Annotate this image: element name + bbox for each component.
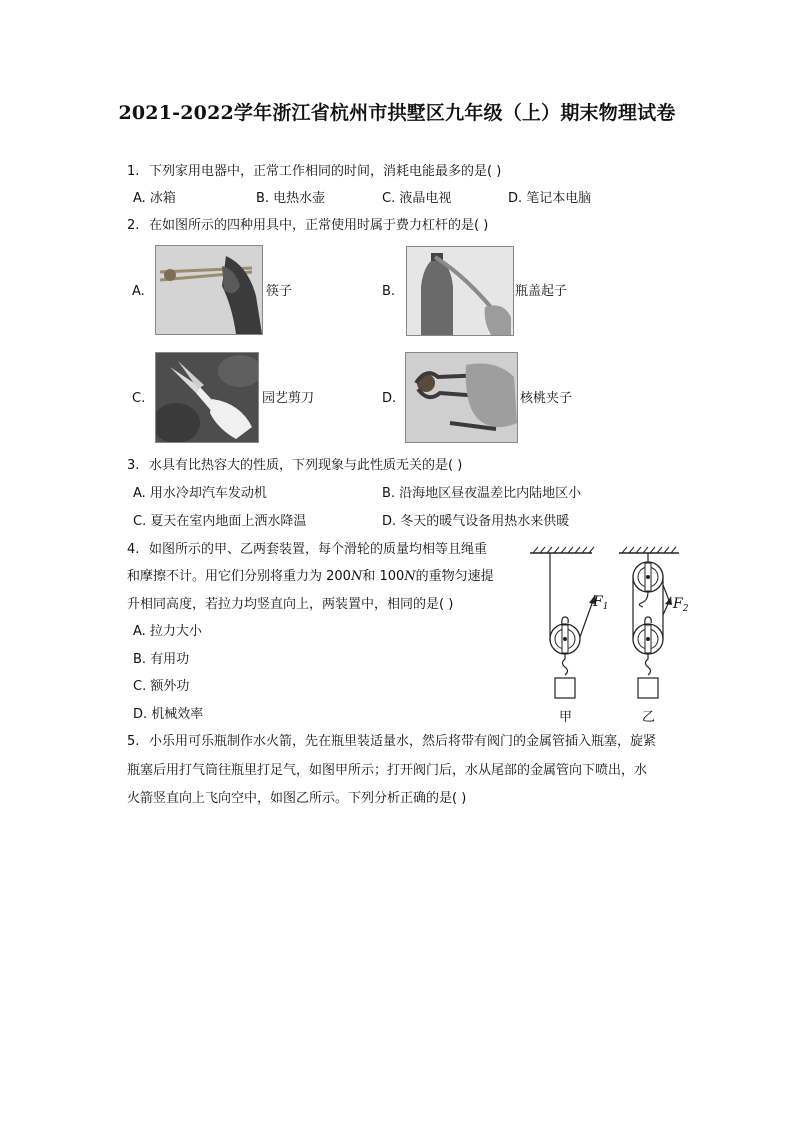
q2-option-c-label: 园艺剪刀: [262, 391, 315, 406]
question-4-line-3: 升相同高度，若拉力均竖直向上，两装置中，相同的是( ): [127, 597, 454, 612]
label-yi: 乙: [642, 710, 656, 725]
pulley-diagram: [525, 545, 695, 727]
q1-option-c: C. 液晶电视: [382, 191, 452, 206]
unit-n: N: [404, 569, 416, 584]
question-1: [127, 163, 501, 181]
q2-option-a-label: 筷子: [266, 284, 293, 299]
q4-option-c: C. 额外功: [133, 679, 190, 694]
q2-option-d-label: 核桃夹子: [520, 391, 573, 406]
question-number: 3.: [127, 458, 140, 473]
question-3: [127, 457, 462, 475]
q2-option-b-label: 瓶盖起子: [515, 284, 568, 299]
bottle-opener-photo: [406, 246, 514, 336]
q4-option-a: A. 拉力大小: [133, 624, 202, 639]
page-title: 2021-2022学年浙江省杭州市拱墅区九年级（上）期末物理试卷: [118, 102, 676, 124]
nutcracker-photo: [405, 352, 518, 443]
stem-text: 和摩擦不计。用它们分别将重力为 200: [127, 569, 351, 584]
question-5-line-1: [127, 733, 656, 751]
q1-option-b: B. 电热水壶: [256, 191, 326, 206]
question-number: 5.: [127, 734, 140, 749]
q1-option-d: D. 笔记本电脑: [508, 191, 592, 206]
garden-shears-photo: [155, 352, 259, 443]
f1-label: $F_1$: [593, 594, 609, 612]
q4-option-b: B. 有用功: [133, 652, 190, 667]
q3-option-d: D. 冬天的暖气设备用热水来供暖: [382, 514, 570, 529]
q1-option-a: A. 冰箱: [133, 191, 176, 206]
question-stem: 水具有比热容大的性质，下列现象与此性质无关的是( ): [149, 458, 463, 473]
q2-option-b-letter: B.: [382, 284, 396, 299]
question-number: 1.: [127, 164, 140, 179]
label-jia: 甲: [559, 710, 573, 725]
question-4-line-1: [127, 541, 487, 559]
question-stem: 在如图所示的四种用具中，正常使用时属于费力杠杆的是( ): [149, 218, 489, 233]
q3-option-c: C. 夏天在室内地面上洒水降温: [133, 514, 307, 529]
question-stem: 小乐用可乐瓶制作水火箭，先在瓶里装适量水，然后将带有阀门的金属管插入瓶塞，旋紧: [149, 734, 657, 749]
q2-option-a-letter: A.: [132, 284, 145, 299]
question-2: [127, 217, 488, 235]
stem-text: 的重物匀速提: [415, 569, 494, 584]
q3-option-b: B. 沿海地区昼夜温差比内陆地区小: [382, 486, 582, 501]
question-number: 4.: [127, 542, 140, 557]
pulley-setup-jia: [530, 547, 608, 725]
q2-option-d-letter: D.: [382, 391, 397, 406]
stem-text: 和 100: [362, 569, 405, 584]
f2-label: $F_2$: [673, 596, 689, 614]
question-4-line-2: [127, 568, 494, 586]
unit-n: N: [350, 569, 363, 584]
question-number: 2.: [127, 218, 140, 233]
q4-option-d: D. 机械效率: [133, 707, 204, 722]
question-stem: 如图所示的甲、乙两套装置，每个滑轮的质量均相等且绳重: [149, 542, 488, 557]
question-5-line-2: 瓶塞后用打气筒往瓶里打足气，如图甲所示；打开阀门后，水从尾部的金属管向下喷出，水: [127, 763, 648, 778]
q2-option-c-letter: C.: [132, 391, 146, 406]
q3-option-a: A. 用水冷却汽车发动机: [133, 486, 267, 501]
question-5-line-3: 火箭竖直向上飞向空中，如图乙所示。下列分析正确的是( ): [127, 791, 467, 806]
question-stem: 下列家用电器中，正常工作相同的时间，消耗电能最多的是( ): [149, 164, 502, 179]
chopsticks-photo: [155, 245, 263, 335]
pulley-setup-yi: [619, 547, 689, 725]
